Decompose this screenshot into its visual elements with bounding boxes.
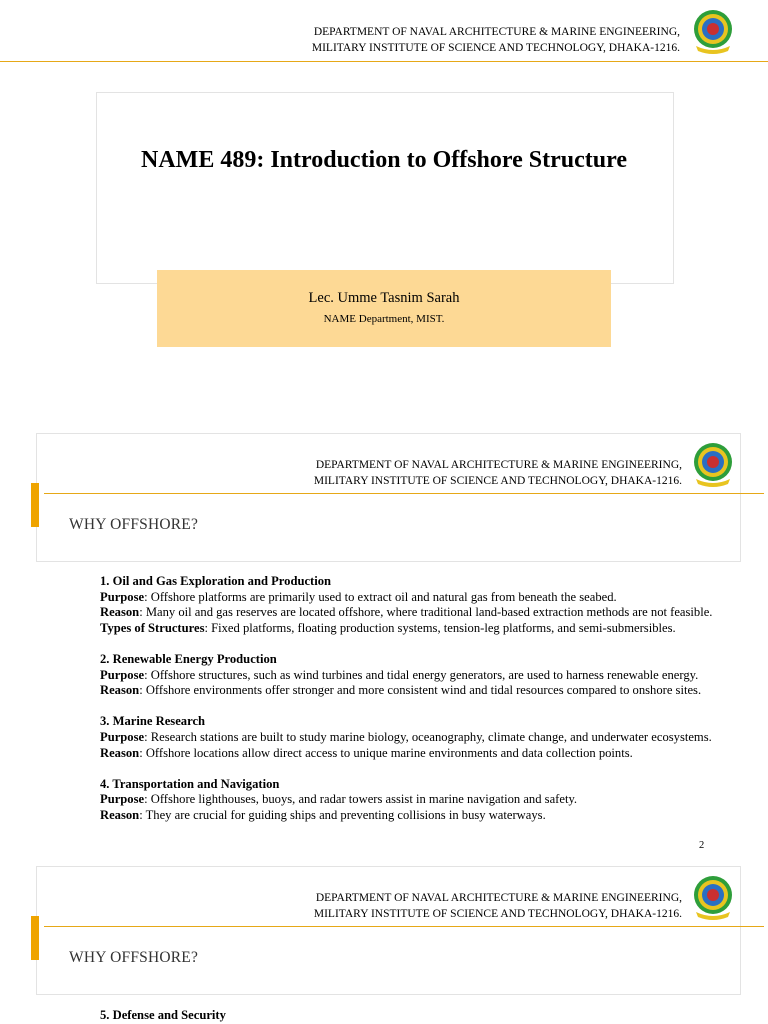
- header-divider: [0, 61, 768, 62]
- lecturer-name: Lec. Umme Tasnim Sarah: [308, 290, 460, 306]
- department-line-2: MILITARY INSTITUTE OF SCIENCE AND TECHNOLOGY, DHAKA-1216.: [313, 475, 682, 487]
- title-box: [96, 92, 674, 284]
- line-label: Purpose: [100, 667, 145, 682]
- line-label: Reason: [100, 605, 140, 620]
- mist-logo-icon: [690, 441, 736, 492]
- department-header: [314, 457, 682, 489]
- line-text: : They are crucial for guiding ships and preventing collisions in busy waterways.: [139, 807, 546, 822]
- line-label: Reason: [100, 683, 140, 698]
- mist-logo-icon: [690, 8, 736, 59]
- header-divider: [44, 926, 764, 927]
- section-line: [100, 792, 712, 808]
- line-text: : Fixed platforms, floating production systems, tension-leg platforms, and semi-submersibles.: [204, 620, 676, 635]
- section-line: [100, 683, 712, 699]
- line-text: : Offshore lighthouses, buoys, and radar towers assist in marine navigation and safety.: [144, 792, 578, 807]
- section-line: [100, 668, 712, 684]
- slide-2-content: [100, 574, 712, 839]
- slide-2-header-frame: [36, 433, 741, 562]
- line-label: Purpose: [100, 729, 145, 744]
- line-label: Types of Structures: [100, 620, 205, 635]
- slide-3-header-frame: [36, 866, 741, 995]
- course-title: NAME 489: Introduction to Offshore Structure: [141, 147, 627, 173]
- line-label: Purpose: [100, 589, 145, 604]
- accent-bar: [31, 916, 39, 960]
- line-label: Reason: [100, 745, 140, 760]
- slide-heading: WHY OFFSHORE?: [69, 949, 199, 966]
- section-title: 3. Marine Research: [100, 714, 206, 729]
- header-divider: [44, 493, 764, 494]
- slide-heading: WHY OFFSHORE?: [69, 516, 199, 533]
- section-title: 1. Oil and Gas Exploration and Production: [100, 574, 332, 588]
- section-line: [100, 808, 712, 824]
- line-text: : Many oil and gas reserves are located offshore, where traditional land-based extraction methods are not feasible.: [139, 605, 713, 620]
- lecturer-department: NAME Department, MIST.: [323, 313, 445, 325]
- department-line-2: MILITARY INSTITUTE OF SCIENCE AND TECHNOLOGY, DHAKA-1216.: [311, 42, 680, 54]
- mist-logo-icon: [690, 874, 736, 925]
- section-renewable-energy: [100, 652, 712, 699]
- lecturer-box: [157, 270, 611, 347]
- section-transportation: [100, 777, 712, 824]
- department-line-1: DEPARTMENT OF NAVAL ARCHITECTURE & MARINE ENGINEERING,: [315, 459, 682, 471]
- department-line-1: DEPARTMENT OF NAVAL ARCHITECTURE & MARINE ENGINEERING,: [313, 26, 680, 38]
- section-line: [100, 590, 712, 606]
- line-text: : Offshore structures, such as wind turbines and tidal energy generators, are used to harness renewable energy.: [144, 667, 699, 682]
- slide-3-content: [100, 1008, 226, 1024]
- line-text: : Offshore environments offer stronger and more consistent wind and tidal resources compared to onshore sites.: [139, 683, 702, 698]
- accent-bar: [31, 483, 39, 527]
- department-line-1: DEPARTMENT OF NAVAL ARCHITECTURE & MARINE ENGINEERING,: [315, 892, 682, 904]
- department-header: [312, 24, 680, 56]
- page-number: 2: [699, 840, 705, 851]
- section-line: [100, 746, 712, 762]
- line-label: Reason: [100, 807, 140, 822]
- department-line-2: MILITARY INSTITUTE OF SCIENCE AND TECHNOLOGY, DHAKA-1216.: [313, 908, 682, 920]
- section-marine-research: [100, 714, 712, 761]
- section-line: [100, 605, 712, 621]
- line-text: : Offshore platforms are primarily used to extract oil and natural gas from beneath the seabed.: [144, 589, 617, 604]
- line-text: : Offshore locations allow direct access to unique marine environments and data collection points.: [139, 745, 633, 760]
- section-line: [100, 621, 712, 637]
- section-title: 2. Renewable Energy Production: [100, 651, 277, 666]
- section-title: 4. Transportation and Navigation: [100, 776, 280, 791]
- department-header: [314, 890, 682, 922]
- line-text: : Research stations are built to study marine biology, oceanography, climate change, and underwater ecosystems.: [144, 729, 712, 744]
- line-label: Purpose: [100, 792, 145, 807]
- section-title: 5. Defense and Security: [100, 1008, 226, 1022]
- section-oil-gas: [100, 574, 712, 636]
- section-line: [100, 730, 712, 746]
